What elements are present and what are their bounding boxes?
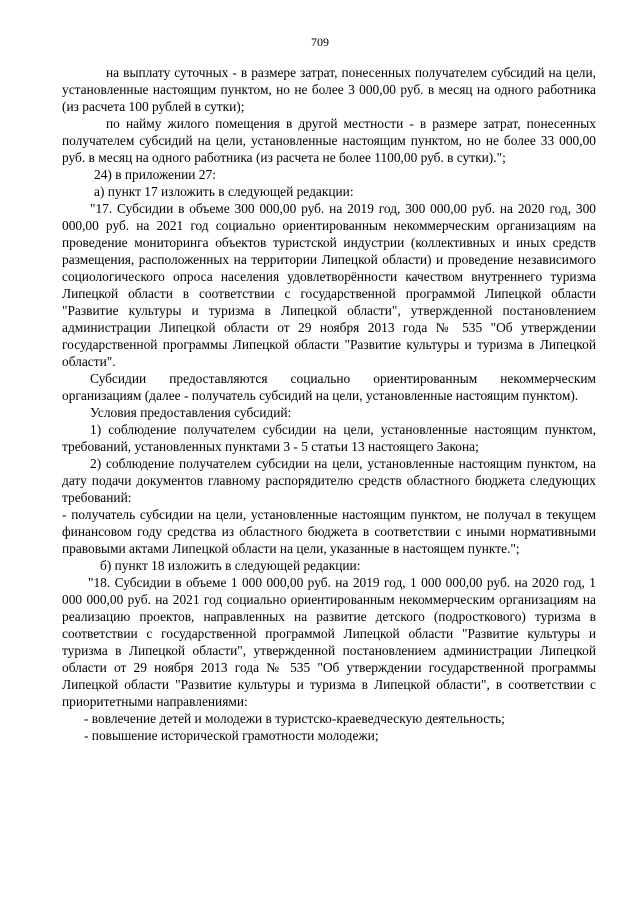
paragraph-conditions-heading: Условия предоставления субсидий:: [90, 405, 292, 420]
document-body: [62, 64, 596, 744]
paragraph-subitem-a: а) пункт 17 изложить в следующей редакции:: [94, 184, 354, 199]
list-item-historical-literacy: - повышение исторической грамотности молодежи;: [84, 728, 379, 743]
paragraph-recipients: Субсидии предоставляются социально ориентированным некоммерческим организациям (далее - получатель субсидий на цели, установленные настоящим пунктом).: [62, 371, 596, 403]
list-item-involvement: - вовлечение детей и молодежи в туристско-краеведческую деятельность;: [84, 711, 505, 726]
paragraph-point-18: "18. Субсидии в объеме 1 000 000,00 руб. на 2019 год, 1 000 000,00 руб. на 2020 год, 1 000 000,00 руб. на 2021 год социально ориентированным некоммерческим организациям на реализацию проектов, направленных на развитие детского (подросткового) туризма в соответствии с государственной программой Липецкой области "Развитие культуры и туризма в Липецкой области", утвержденной постановлением администрации Липецкой области от 29 ноября 2013 года № 535 "Об утверждении государственной программы Липецкой области "Развитие культуры и туризма в Липецкой области", в соответствии с приоритетными направлениями:: [62, 575, 596, 709]
paragraph-item-24: 24) в приложении 27:: [94, 167, 216, 182]
paragraph-condition-2: 2) соблюдение получателем субсидии на цели, установленные настоящим пунктом, на дату подачи документов главному распорядителю средств областного бюджета следующих требований:: [62, 456, 596, 505]
paragraph-subitem-b: б) пункт 18 изложить в следующей редакции:: [100, 558, 361, 573]
paragraph-point-17: "17. Субсидии в объеме 300 000,00 руб. на 2019 год, 300 000,00 руб. на 2020 год, 300 000,00 руб. на 2021 год социально ориентированным некоммерческим организациям на проведение мониторинга объектов туристской индустрии (коллективных и иных средств размещения, расположенных на территории Липецкой области) и проведение независимого социологического опроса населения удовлетворённости качеством внутреннего туризма Липецкой области в соответствии с государственной программой Липецкой области "Развитие культуры и туризма в Липецкой области", утвержденной постановлением администрации Липецкой области от 29 ноября 2013 года № 535 "Об утверждении государственной программы Липецкой области "Развитие культуры и туризма в Липецкой области".: [62, 201, 596, 369]
paragraph-requirement: - получатель субсидии на цели, установленные настоящим пунктом, не получал в текущем финансовом году средства из областного бюджета в соответствии с иными нормативными правовыми актами Липецкой области на цели, указанные в настоящем пункте.";: [62, 507, 596, 556]
paragraph-daily-allowance: на выплату суточных - в размере затрат, понесенных получателем субсидий на цели, установленные настоящим пунктом, но не более 3 000,00 руб. в месяц на одного работника (из расчета 100 рублей в сутки);: [62, 65, 596, 114]
page-number: 709: [311, 35, 329, 49]
paragraph-condition-1: 1) соблюдение получателем субсидии на цели, установленные настоящим пунктом, требований, установленных пунктами 3 - 5 статьи 13 настоящего Закона;: [62, 422, 596, 454]
paragraph-housing-rent: по найму жилого помещения в другой местности - в размере затрат, понесенных получателем субсидий на цели, установленные настоящим пунктом, но не более 33 000,00 руб. в месяц на одного работника (из расчета не более 1100,00 руб. в сутки).";: [62, 116, 596, 165]
